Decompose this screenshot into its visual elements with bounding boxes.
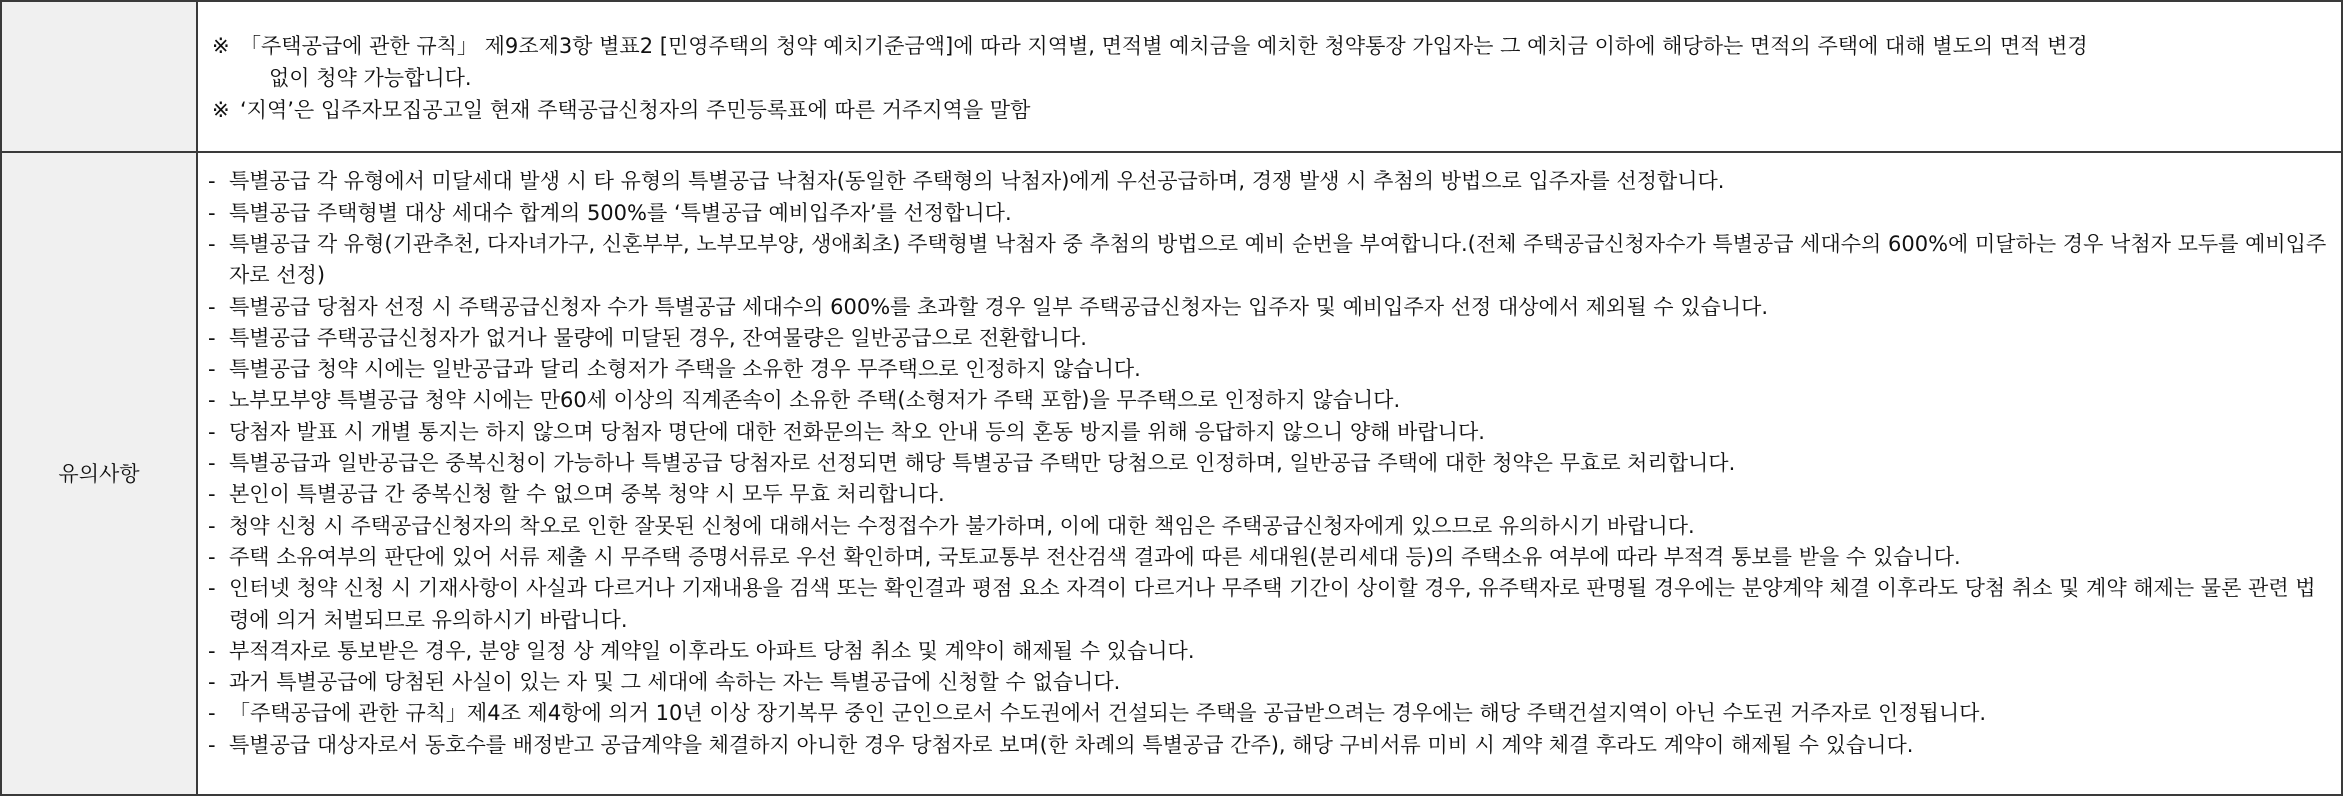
list-item: - 특별공급 당첨자 선정 시 주택공급신청자 수가 특별공급 세대수의 600%를 초과할 경우 일부 주택공급신청자는 입주자 및 예비입주자 선정 대상에서 제외될 수 있습니다. [208, 292, 2333, 323]
reference-mark: ※ [212, 34, 230, 58]
table-row [1, 152, 2342, 795]
deposit-notes [198, 2, 2341, 126]
list-item: - 인터넷 청약 신청 시 기재사항이 사실과 다르거나 기재내용을 검색 또는 확인결과 평점 요소 자격이 다르거나 무주택 기간이 상이할 경우, 유주택자로 판명될 경우에는 분양계약 체결 이후라도 당첨 취소 및 계약 해제는 물론 관련 법령에 의거 처벌되므로 유의하시기 바랍니다. [208, 573, 2333, 636]
list-item: - 특별공급 주택형별 대상 세대수 합계의 500%를 ‘특별공급 예비입주자’를 선정합니다. [208, 198, 2333, 229]
list-item: - 특별공급 주택공급신청자가 없거나 물량에 미달된 경우, 잔여물량은 일반공급으로 전환합니다. [208, 323, 2333, 354]
cautions-list [198, 153, 2341, 761]
list-item: - 주택 소유여부의 판단에 있어 서류 제출 시 무주택 증명서류로 우선 확인하며, 국토교통부 전산검색 결과에 따른 세대원(분리세대 등)의 주택소유 여부에 따라 부적격 통보를 받을 수 있습니다. [208, 542, 2333, 573]
deposit-notes-cell [197, 1, 2342, 152]
list-item: - 과거 특별공급에 당첨된 사실이 있는 자 및 그 세대에 속하는 자는 특별공급에 신청할 수 없습니다. [208, 667, 2333, 698]
list-item: - 「주택공급에 관한 규칙」제4조 제4항에 의거 10년 이상 장기복무 중인 군인으로서 수도권에서 건설되는 주택을 공급받으려는 경우에는 해당 주택건설지역이 아닌 수도권 거주자로 인정됩니다. [208, 698, 2333, 729]
list-item: - 본인이 특별공급 간 중복신청 할 수 없으며 중복 청약 시 모두 무효 처리합니다. [208, 479, 2333, 510]
note-item [212, 30, 2341, 62]
table-row [1, 1, 2342, 152]
list-item: - 특별공급 대상자로서 동호수를 배정받고 공급계약을 체결하지 아니한 경우 당첨자로 보며(한 차례의 특별공급 간주), 해당 구비서류 미비 시 계약 체결 후라도 계약이 해제될 수 있습니다. [208, 730, 2333, 761]
note-item [212, 94, 2341, 126]
cautions-cell [197, 152, 2342, 795]
list-item: - 특별공급 청약 시에는 일반공급과 달리 소형저가 주택을 소유한 경우 무주택으로 인정하지 않습니다. [208, 354, 2333, 385]
list-item: - 노부모부양 특별공급 청약 시에는 만60세 이상의 직계존속이 소유한 주택(소형저가 주택 포함)을 무주택으로 인정하지 않습니다. [208, 385, 2333, 416]
row-label-cautions: 유의사항 [1, 152, 197, 795]
list-item: - 당첨자 발표 시 개별 통지는 하지 않으며 당첨자 명단에 대한 전화문의는 착오 안내 등의 혼동 방지를 위해 응답하지 않으니 양해 바랍니다. [208, 417, 2333, 448]
list-item: - 특별공급 각 유형에서 미달세대 발생 시 타 유형의 특별공급 낙첨자(동일한 주택형의 낙첨자)에게 우선공급하며, 경쟁 발생 시 추첨의 방법으로 입주자를 선정합니다. [208, 166, 2333, 197]
list-item: - 청약 신청 시 주택공급신청자의 착오로 인한 잘못된 신청에 대해서는 수정접수가 불가하며, 이에 대한 책임은 주택공급신청자에게 있으므로 유의하시기 바랍니다. [208, 511, 2333, 542]
row-label-cell [1, 1, 197, 152]
note-text: ‘지역’은 입주자모집공고일 현재 주택공급신청자의 주민등록표에 따른 거주지역을 말함 [240, 98, 1031, 122]
note-text: 「주택공급에 관한 규칙」 제9조제3항 별표2 [민영주택의 청약 예치기준금액]에 따라 지역별, 면적별 예치금을 예치한 청약통장 가입자는 그 예치금 이하에 해당하는 면적의 주택에 대해 별도의 면적 변경 [240, 34, 2088, 58]
list-item: - 부적격자로 통보받은 경우, 분양 일정 상 계약일 이후라도 아파트 당첨 취소 및 계약이 해제될 수 있습니다. [208, 636, 2333, 667]
note-text-continued: 없이 청약 가능합니다. [269, 66, 472, 90]
list-item: - 특별공급과 일반공급은 중복신청이 가능하나 특별공급 당첨자로 선정되면 해당 특별공급 주택만 당첨으로 인정하며, 일반공급 주택에 대한 청약은 무효로 처리합니다. [208, 448, 2333, 479]
reference-mark: ※ [212, 98, 230, 122]
list-item: - 특별공급 각 유형(기관추천, 다자녀가구, 신혼부부, 노부모부양, 생애최초) 주택형별 낙첨자 중 추첨의 방법으로 예비 순번을 부여합니다.(전체 주택공급신청자수가 특별공급 세대수의 600%에 미달하는 경우 낙첨자 모두를 예비입주자로 선정) [208, 229, 2333, 292]
